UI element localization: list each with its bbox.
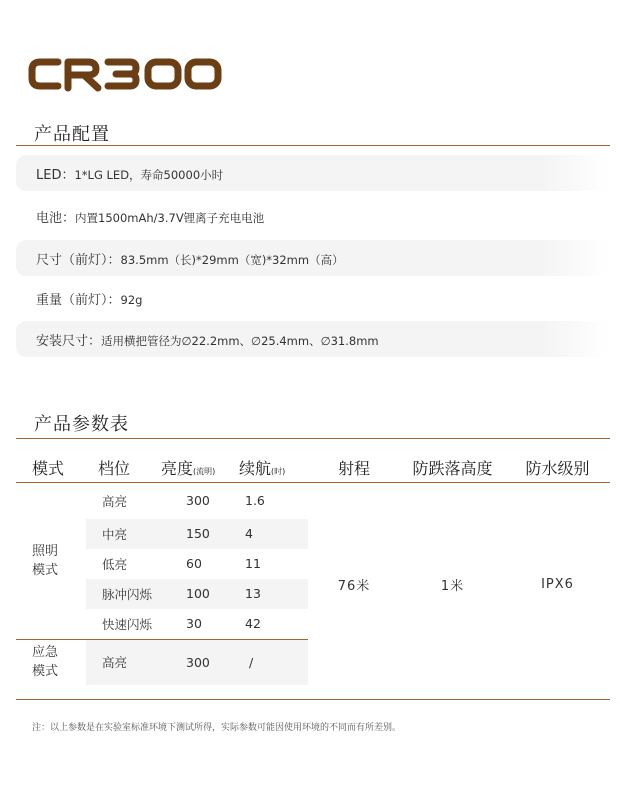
config-row [16, 198, 610, 234]
config-title-rule [16, 145, 610, 146]
config-label: 重量（前灯） [36, 292, 108, 308]
table-bottom-rule [16, 685, 610, 700]
cr300-logo [26, 52, 226, 96]
config-row [16, 155, 610, 191]
runtime-cell: 13 [239, 579, 308, 609]
table-row [16, 483, 610, 519]
config-label: LED [36, 167, 62, 183]
config-value: 92g [120, 292, 143, 307]
params-header-row [16, 452, 610, 483]
gear-cell: 高亮 [102, 493, 128, 509]
runtime-cell: 4 [239, 519, 308, 549]
header-runtime: 续航(时) [239, 458, 286, 478]
mode-emergency: 应急 模式 [16, 639, 86, 685]
gear-cell: 中亮 [86, 519, 161, 549]
runtime-cell: / [239, 639, 308, 685]
header-mode: 模式 [32, 458, 65, 478]
params-title-rule [16, 438, 610, 439]
range-cell: 76米 [337, 578, 371, 594]
drop-cell: 1米 [440, 578, 465, 594]
config-label: 安装尺寸 [36, 333, 89, 349]
gear-cell: 低亮 [102, 556, 128, 572]
lumens-cell: 100 [161, 579, 239, 609]
config-separator: ： [62, 210, 76, 226]
lumens-cell: 30 [186, 616, 202, 631]
header-range: 射程 [337, 458, 370, 478]
gear-cell: 脉冲闪烁 [86, 579, 161, 609]
config-value: 内置1500mAh/3.7V锂离子充电电池 [75, 210, 265, 225]
lumens-cell: 60 [186, 556, 202, 571]
params-table [16, 452, 610, 700]
config-separator: ： [88, 333, 102, 349]
config-row [16, 280, 610, 316]
runtime-cell: 11 [245, 556, 261, 571]
config-value: 适用横把管径为∅22.2mm、∅25.4mm、∅31.8mm [101, 333, 379, 348]
config-value: 1*LG LED，寿命50000小时 [74, 167, 224, 182]
gear-cell: 快速闪烁 [102, 616, 153, 632]
config-section-title: 产品配置 [34, 124, 110, 145]
config-separator: ： [61, 167, 75, 183]
params-body [16, 483, 610, 700]
runtime-cell: 1.6 [245, 493, 265, 509]
mode-lighting: 照明 模式 [32, 543, 59, 578]
lumens-cell: 300 [186, 493, 210, 509]
header-gear: 档位 [98, 458, 131, 478]
waterproof-cell: IPX6 [541, 576, 574, 592]
config-row [16, 321, 610, 357]
gear-cell: 高亮 [86, 639, 161, 685]
lumens-cell: 150 [161, 519, 239, 549]
runtime-cell: 42 [245, 616, 261, 631]
config-label: 电池 [36, 210, 63, 226]
config-label: 尺寸（前灯） [36, 252, 108, 268]
lumens-cell: 300 [161, 639, 239, 685]
config-separator: ： [107, 252, 121, 268]
footnote: 注：以上参数是在实验室标准环境下测试所得，实际参数可能因使用环境的不同而有所差别。 [32, 723, 402, 733]
config-value: 83.5mm（长)*29mm（宽)*32mm（高） [120, 252, 344, 267]
header-brightness: 亮度(流明) [161, 458, 216, 478]
header-drop: 防跌落高度 [412, 458, 493, 478]
config-separator: ： [107, 292, 121, 308]
header-waterproof: 防水级别 [525, 458, 590, 478]
config-row [16, 240, 610, 276]
params-section-title: 产品参数表 [34, 414, 129, 435]
